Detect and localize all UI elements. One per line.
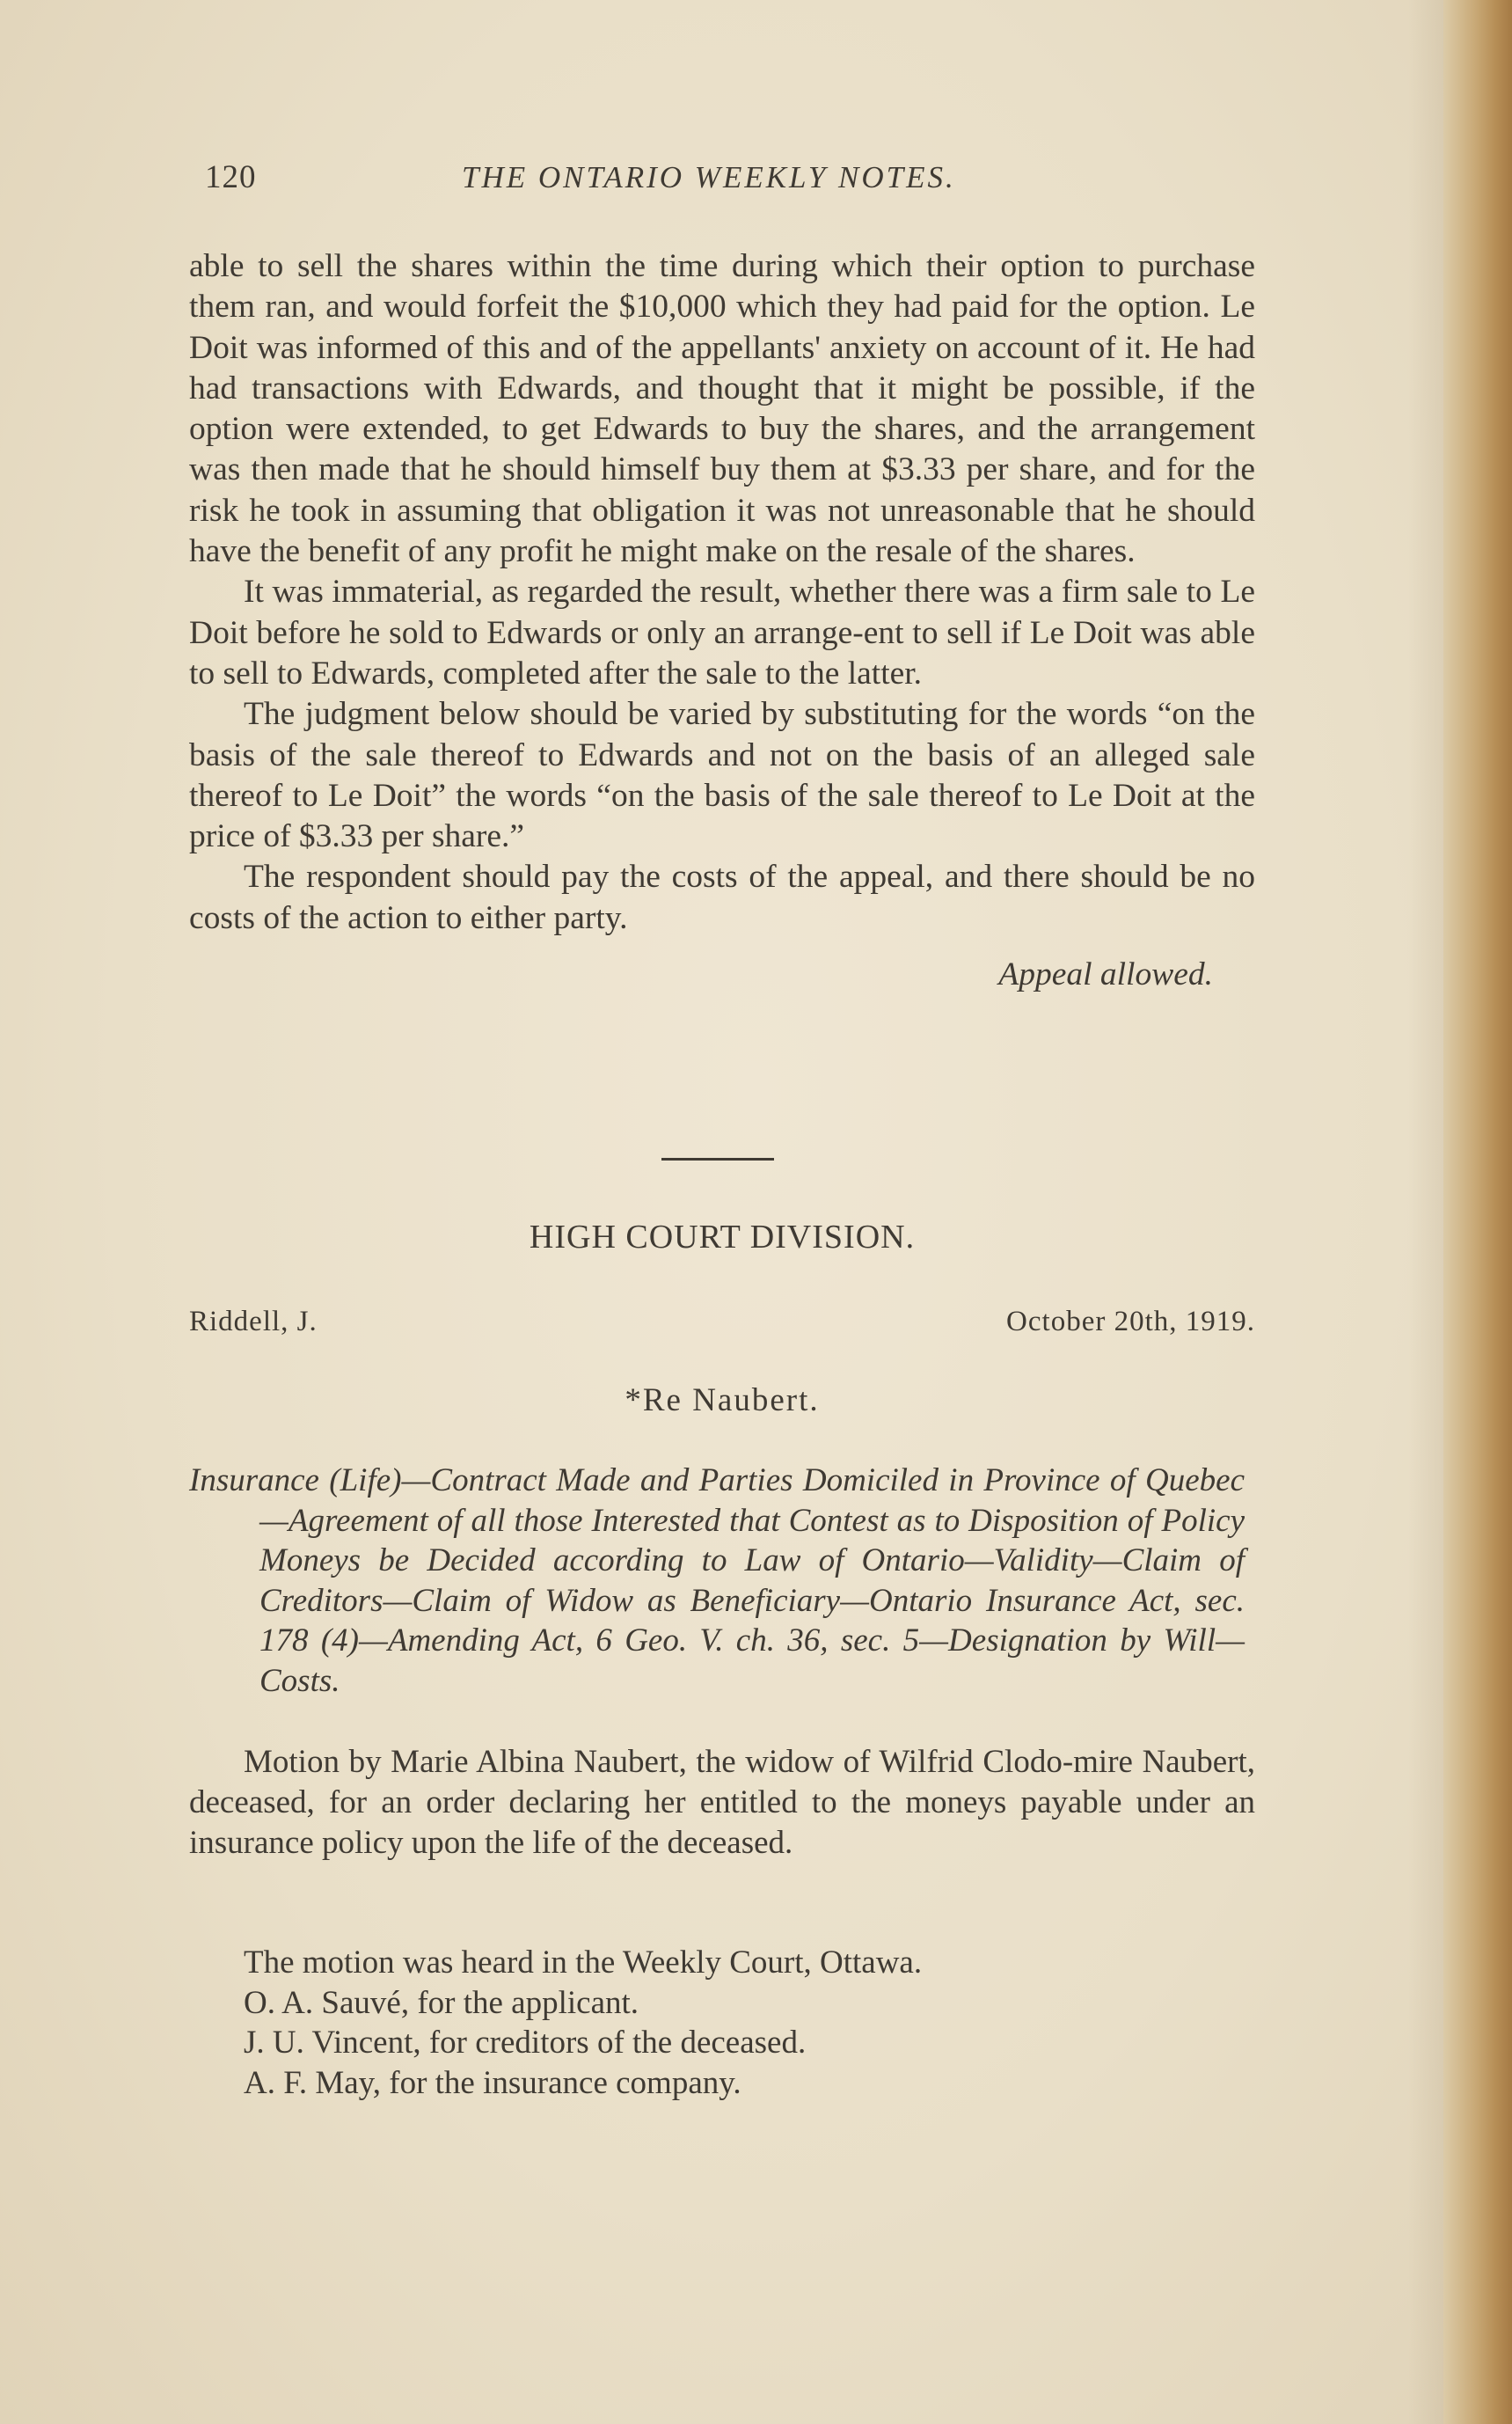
spine-shadow [1408, 0, 1443, 2424]
running-title: THE ONTARIO WEEKLY NOTES. [462, 160, 956, 194]
counsel-line: A. F. May, for the insurance company. [244, 2064, 741, 2101]
section-divider [661, 1158, 774, 1161]
judgment-body [189, 246, 1255, 995]
appeal-result: Appeal allowed. [998, 956, 1213, 993]
judge-name: Riddell, J. [189, 1306, 318, 1337]
body-paragraph: It was immaterial, as regarded the result, whether there was a firm sale to Le Doit before he sold to Edwards or only an arrange-ent to sell if Le Doit was able to sell to Edwards, completed after the sale to the latter. [189, 574, 1255, 692]
judgment-date: October 20th, 1919. [1006, 1306, 1255, 1337]
body-paragraph: The judgment below should be varied by substituting for the words “on the basis of the sale thereof to Edwards and not on the basis of an alleged sale thereof to Le Doit” the words “on the basis of the sale thereof to Le Doit at the price of $3.33 per share.” [189, 696, 1255, 855]
page-header [189, 158, 1255, 211]
counsel-line: J. U. Vincent, for creditors of the deceased. [244, 2025, 807, 2061]
counsel-list [244, 1943, 1255, 2103]
book-spine-edge [1443, 0, 1512, 2424]
counsel-line: O. A. Sauvé, for the applicant. [244, 1984, 639, 2021]
body-paragraph: The respondent should pay the costs of the appeal, and there should be no costs of the action to either party. [189, 859, 1255, 936]
body-paragraph: able to sell the shares within the time during which their option to purchase them ran, and would forfeit the $10,000 which they had paid for the option. Le Doit was informed of this and of the appellants' anxiety on account of it. He had had transactions with Edwards, and thought that it might be possible, if the option were extended, to get Edwards to buy the shares, and the arrangement was then made that he should himself buy them at $3.33 per share, and for the risk he took in assuming that obligation it was not unreasonable that he should have the benefit of any profit he might make on the resale of the shares. [189, 248, 1255, 570]
case-name: *Re Naubert. [625, 1382, 820, 1418]
headnote: Insurance (Life)—Contract Made and Parties Domiciled in Province of Quebec—Agreement of all those Interested that Contest as to Disposition of Policy Moneys be Decided according to Law of Ontario—Validity—Claim of Creditors—Claim of Widow as Beneficiary—Ontario Insurance Act, sec. 178 (4)—Amending Act, 6 Geo. V. ch. 36, sec. 5—Designation by Will—Costs. [189, 1462, 1245, 1699]
counsel-line: The motion was heard in the Weekly Court, Ottawa. [244, 1944, 923, 1981]
motion-paragraph: Motion by Marie Albina Naubert, the widow of Wilfrid Clodo-mire Naubert, deceased, for an order declaring her entitled to the moneys payable under an insurance policy upon the life of the deceased. [189, 1744, 1255, 1861]
division-heading: HIGH COURT DIVISION. [529, 1219, 916, 1256]
page-number: 120 [205, 159, 257, 195]
